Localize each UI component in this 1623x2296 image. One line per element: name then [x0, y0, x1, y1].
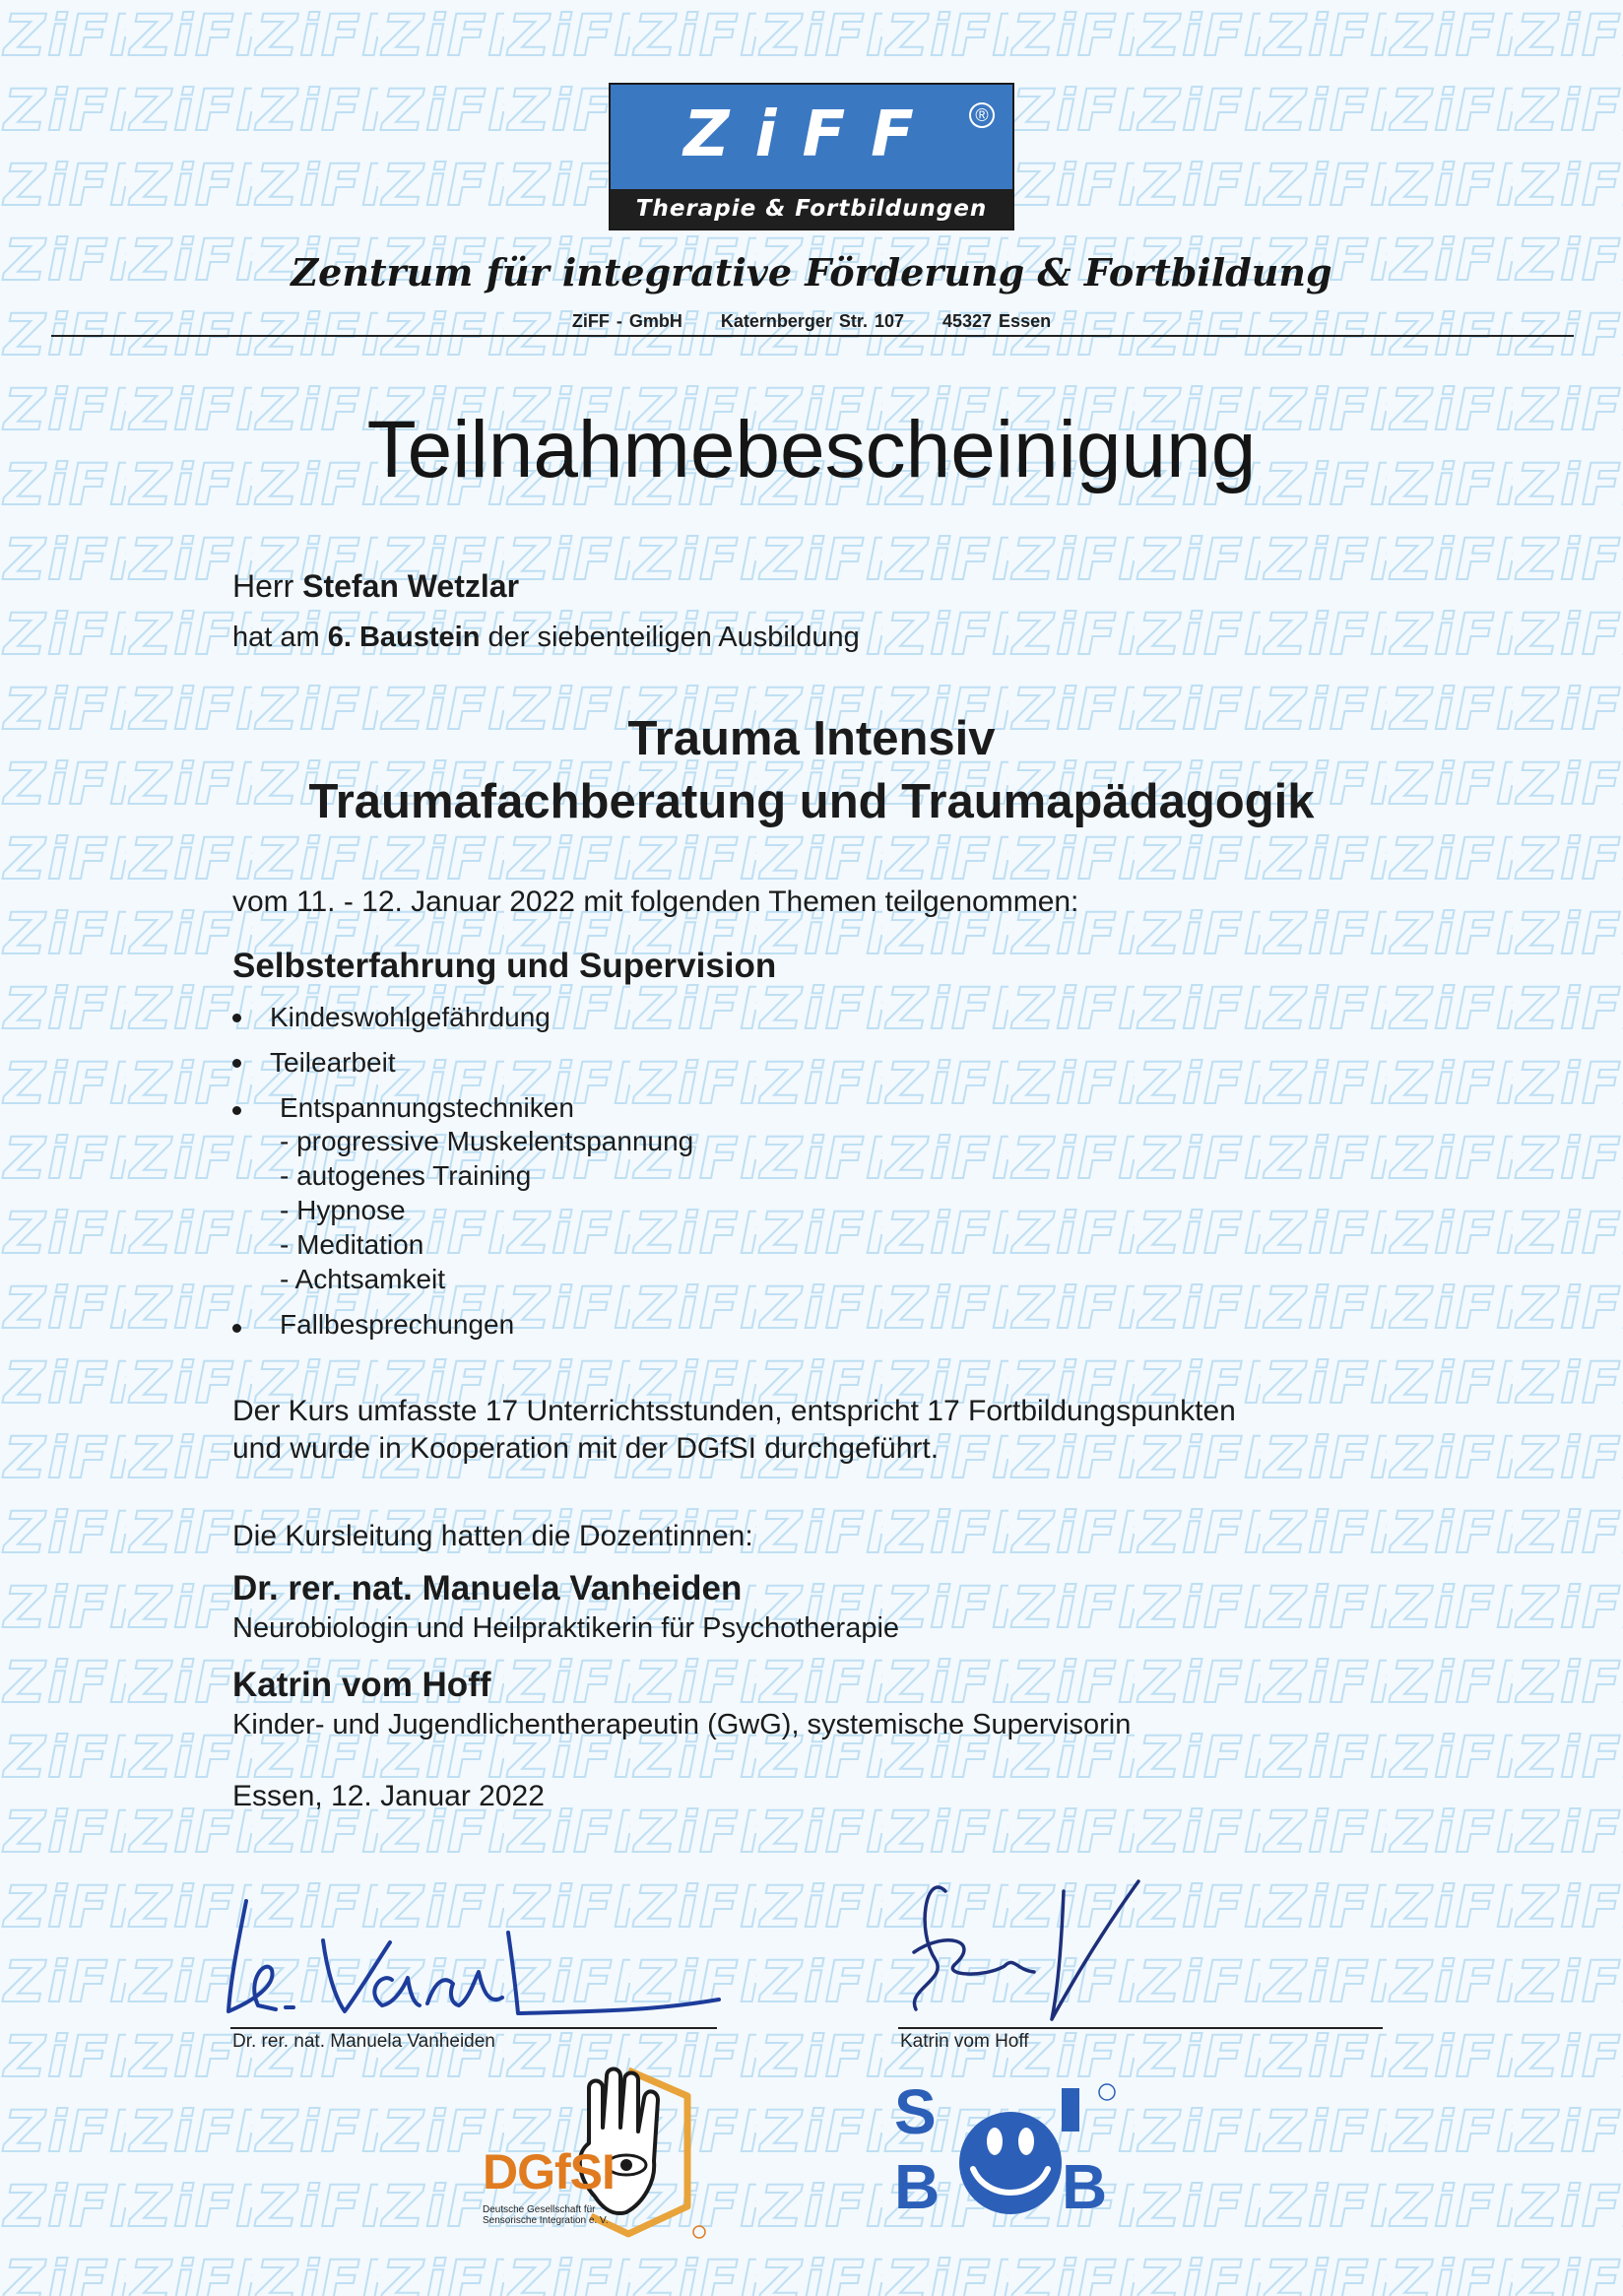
svg-text:B: B: [1062, 2151, 1108, 2216]
participant-name: Stefan Wetzlar: [302, 568, 520, 604]
dgfsi-subtitle: [483, 2204, 609, 2226]
city-address: 45327 Essen: [942, 311, 1052, 331]
logo-wordmark: ZiFF: [683, 98, 940, 171]
signature-caption-right: Katrin vom Hoff: [900, 2031, 1029, 2052]
topic-item: Teilearbeit: [270, 1047, 396, 1078]
bullet-icon: [232, 1059, 241, 1068]
course-info-line2: und wurde in Kooperation mit der DGfSI durchgeführt.: [232, 1432, 940, 1465]
signature-left: [217, 1881, 729, 2029]
header-divider: [51, 335, 1574, 337]
module-line: [232, 621, 860, 654]
lecturer-role: Kinder- und Jugendlichentherapeutin (GwG), systemische Supervisorin: [232, 1709, 1132, 1740]
participant-line: [232, 567, 519, 605]
lecturer-name: Katrin vom Hoff: [232, 1666, 491, 1704]
topic-item: Entspannungstechniken: [280, 1092, 574, 1123]
lecturers-intro: Die Kursleitung hatten die Dozentinnen:: [232, 1520, 753, 1552]
lecturer-role: Neurobiologin und Heilpraktikerin für Psychotherapie: [232, 1612, 900, 1644]
signature-line-right: [898, 2027, 1383, 2029]
module-suffix: der siebenteiligen Ausbildung: [487, 622, 860, 653]
topic-subitem: - Meditation: [280, 1229, 424, 1260]
signature-line-left: [230, 2027, 717, 2029]
svg-text:B: B: [894, 2151, 941, 2216]
dgfsi-subtitle-line2: Sensorische Integration e. V.: [483, 2215, 609, 2226]
topic-subitem: - Achtsamkeit: [280, 1264, 446, 1294]
logo-tagline: Therapie & Fortbildungen: [611, 189, 1012, 229]
organization-name: Zentrum für integrative Förderung & Fortbildung: [291, 250, 1332, 295]
sibob-logo: [892, 2078, 1148, 2216]
topics-heading: Selbsterfahrung und Supervision: [232, 947, 777, 985]
module-number: 6. Baustein: [327, 622, 481, 653]
dgfsi-wordmark: DGfSI: [483, 2144, 615, 2199]
topic-item: Fallbesprechungen: [280, 1309, 515, 1340]
company-name: ZiFF - GmbH: [571, 311, 682, 331]
topic-subitem: - progressive Muskelentspannung: [280, 1126, 694, 1156]
module-prefix: hat am: [232, 622, 320, 653]
registered-mark: ®: [969, 102, 995, 128]
signature-caption-left: Dr. rer. nat. Manuela Vanheiden: [232, 2031, 495, 2052]
topic-subitem: - Hypnose: [280, 1195, 406, 1225]
salutation: Herr: [232, 568, 294, 604]
bullet-icon: [232, 1106, 241, 1115]
topics-list: [232, 1001, 1119, 1345]
bullet-icon: [232, 1324, 241, 1333]
course-title-line2: Traumafachberatung und Traumapädagogik: [308, 775, 1315, 828]
topic-subitem: - autogenes Training: [280, 1160, 532, 1191]
topic-item: Kindeswohlgefährdung: [270, 1002, 551, 1032]
lecturer-name: Dr. rer. nat. Manuela Vanheiden: [232, 1569, 743, 1607]
course-info-line1: Der Kurs umfasste 17 Unterrichtsstunden, entspricht 17 Fortbildungspunkten: [232, 1395, 1236, 1427]
place-date: Essen, 12. Januar 2022: [232, 1780, 545, 1812]
svg-text:S: S: [894, 2078, 937, 2147]
organization-address: [0, 311, 1623, 332]
street-address: Katernberger Str. 107: [720, 311, 904, 331]
signature-right: [886, 1862, 1280, 2029]
dgfsi-subtitle-line1: Deutsche Gesellschaft für: [483, 2204, 596, 2215]
certificate-title: Teilnahmebescheinigung: [366, 405, 1257, 494]
course-title-line1: Trauma Intensiv: [627, 712, 996, 765]
sibob-face-icon: [892, 2078, 1148, 2216]
dates-line: vom 11. - 12. Januar 2022 mit folgenden Themen teilgenommen:: [232, 886, 1079, 918]
course-info: [232, 1393, 1236, 1468]
dgfsi-logo: [481, 2059, 727, 2256]
bullet-icon: [232, 1014, 241, 1022]
ziff-logo: [609, 83, 1014, 230]
